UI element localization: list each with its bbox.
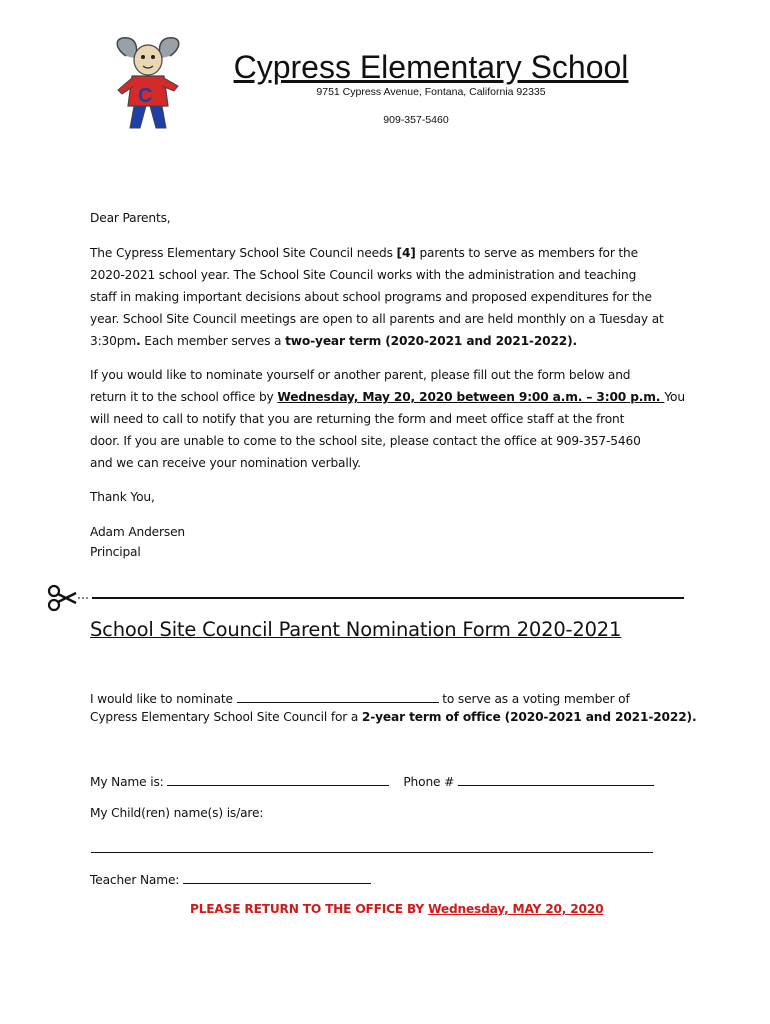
term-line: [90, 710, 696, 724]
p2-line: [90, 412, 624, 426]
form-title: School Site Council Parent Nomination Form 2020-2021: [90, 618, 622, 641]
p1-line: [90, 290, 652, 304]
text-run: door. If you are unable to come to the school site, please contact the office at 909-357-5460: [90, 434, 641, 448]
p1-line: [90, 334, 577, 348]
return-notice: [190, 902, 603, 916]
phone-label: Phone #: [403, 775, 458, 789]
text-run: 2020-2021 school year. The School Site Council works with the administration and teaching: [90, 268, 637, 282]
phone-field[interactable]: [458, 773, 654, 786]
teacher-field[interactable]: [183, 871, 371, 884]
text-run: If you would like to nominate yourself or another parent, please fill out the form below and: [90, 368, 631, 382]
nominate-prefix: I would like to nominate: [90, 692, 237, 706]
children-label: My Child(ren) name(s) is/are:: [90, 806, 264, 820]
scissors-icon: [46, 584, 88, 612]
teacher-line: [90, 871, 371, 887]
text-run: year. School Site Council meetings are open to all parents and are held monthly on a Tuesday at: [90, 312, 664, 326]
nominee-field[interactable]: [237, 690, 439, 703]
cut-line: [92, 597, 684, 599]
return-notice-text: PLEASE RETURN TO THE OFFICE BY: [190, 902, 429, 916]
name-phone-line: [90, 773, 654, 789]
text-run: will need to call to notify that you are returning the form and meet office staff at the front: [90, 412, 625, 426]
closing: Thank You,: [90, 490, 155, 504]
p2-line: [90, 390, 685, 404]
text-run: and we can receive your nomination verbally.: [90, 456, 361, 470]
signer-name: Adam Andersen: [90, 525, 186, 539]
signer-title: Principal: [90, 545, 141, 559]
p2-line: [90, 434, 641, 448]
text-run: You: [664, 390, 685, 404]
school-phone: 909-357-5460: [383, 114, 449, 126]
text-run: The Cypress Elementary School Site Council needs: [90, 246, 397, 260]
svg-text:C: C: [138, 85, 153, 107]
my-name-label: My Name is:: [90, 775, 168, 789]
term-prefix: Cypress Elementary School Site Council for a: [90, 710, 362, 724]
text-run: parents to serve as members for the: [415, 246, 638, 260]
text-run: staff in making important decisions about school programs and proposed expenditures for the: [90, 290, 652, 304]
greeting: Dear Parents,: [90, 211, 171, 225]
term-bold: 2-year term of office (2020-2021 and 2021-2022).: [361, 710, 697, 724]
text-run: Each member serves a: [140, 334, 286, 348]
nominate-suffix: to serve as a voting member of: [438, 692, 630, 706]
school-name: Cypress Elementary School: [233, 49, 629, 85]
text-run: return it to the school office by: [90, 390, 278, 404]
p1-line: [90, 268, 636, 282]
return-date: Wednesday, MAY 20, 2020: [428, 902, 604, 916]
bold-run: [4]: [396, 246, 416, 260]
children-field[interactable]: [91, 852, 653, 853]
bold-run: two-year term (2020-2021 and 2021-2022).: [285, 334, 578, 348]
school-address: 9751 Cypress Avenue, Fontana, California 92335: [316, 86, 546, 98]
nominate-line: [90, 690, 630, 706]
deadline-run: Wednesday, May 20, 2020 between 9:00 a.m. – 3:00 p.m.: [277, 390, 665, 404]
text-run: 3:30pm: [90, 334, 137, 348]
p2-line: [90, 456, 361, 470]
my-name-field[interactable]: [167, 773, 389, 786]
teacher-label: Teacher Name:: [90, 873, 183, 887]
p1-line: [90, 312, 664, 326]
p2-line: [90, 368, 630, 382]
ram-mascot-icon: [108, 34, 188, 134]
p1-line: [90, 246, 638, 260]
bold-run: .: [136, 334, 141, 348]
